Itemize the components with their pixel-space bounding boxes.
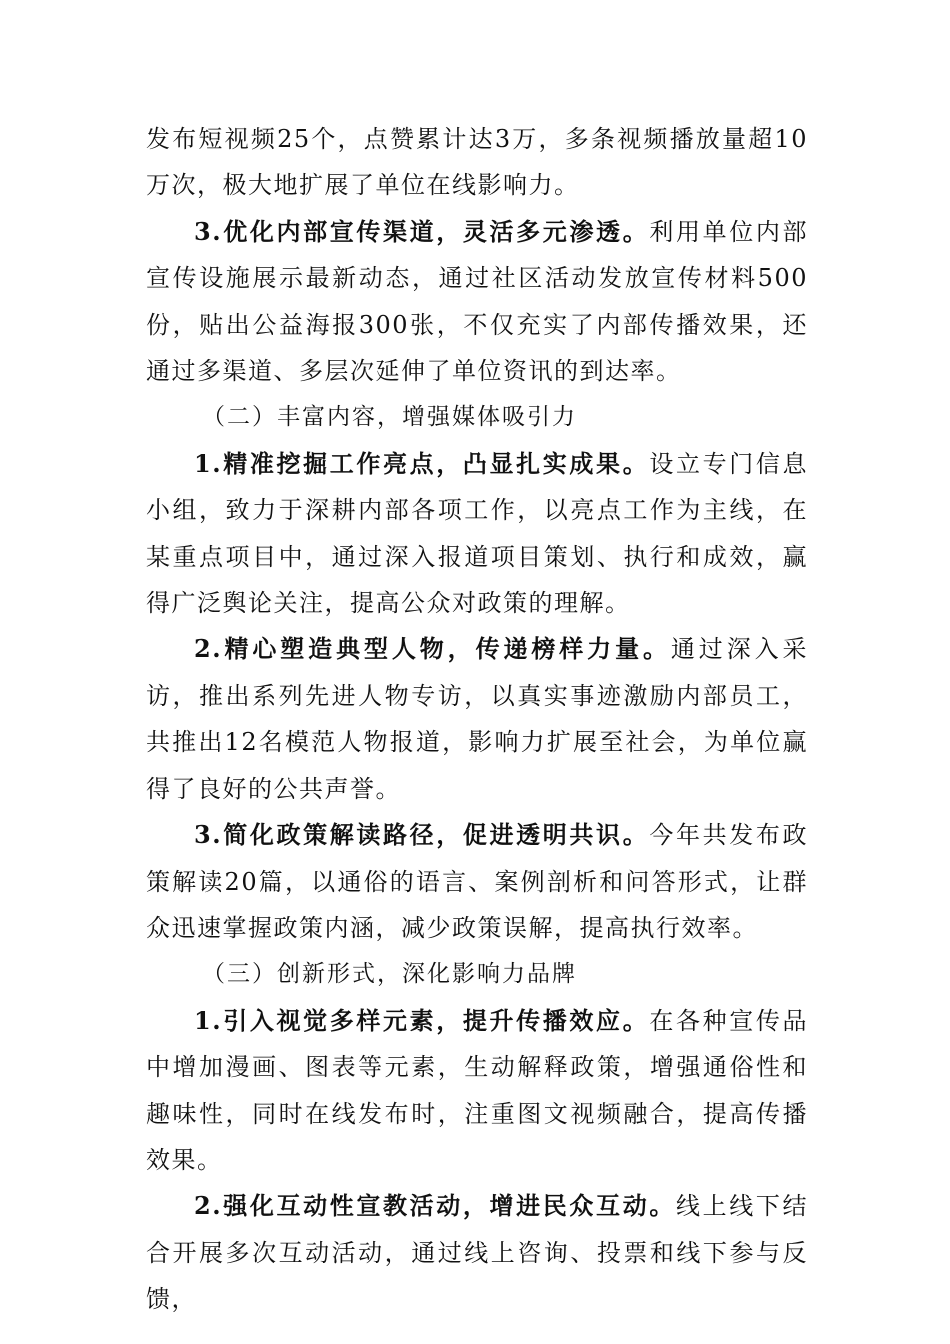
paragraph-continuation bbox=[146, 116, 808, 209]
paragraph-lead: 3.优化内部宣传渠道，灵活多元渗透。 bbox=[194, 216, 650, 246]
document-body bbox=[146, 116, 808, 1323]
paragraph-text: 设立专门信息小组，致力于深耕内部各项工作，以亮点工作为主线，在某重点项目中，通过深入报道项目策划、执行和成效，赢得广泛舆论关注，提高公众对政策的理解。 bbox=[146, 449, 808, 618]
paragraph-visual-elements bbox=[146, 998, 808, 1184]
paragraph-lead: 1.引入视觉多样元素，提升传播效应。 bbox=[194, 1005, 650, 1035]
paragraph-text: 利用单位内部宣传设施展示最新动态，通过社区活动发放宣传材料500份，贴出公益海报300张，不仅充实了内部传播效果，还通过多渠道、多层次延伸了单位资讯的到达率。 bbox=[146, 217, 808, 386]
paragraph-interaction bbox=[146, 1183, 808, 1322]
paragraph-role-models bbox=[146, 626, 808, 812]
paragraph-lead: 2.强化互动性宣教活动，增进民众互动。 bbox=[194, 1191, 676, 1221]
paragraph-lead: 1.精准挖掘工作亮点，凸显扎实成果。 bbox=[194, 448, 650, 478]
section-heading-3: （三）创新形式，深化影响力品牌 bbox=[202, 961, 577, 988]
paragraph-text: 在各种宣传品中增加漫画、图表等元素，生动解释政策，增强通俗性和趣味性，同时在线发布时，注重图文视频融合，提高传播效果。 bbox=[146, 1006, 808, 1174]
paragraph-internal-channels bbox=[146, 209, 808, 395]
paragraph-text: 通过深入采访，推出系列先进人物专访，以真实事迹激励内部员工，共推出12名模范人物报道，影响力扩展至社会，为单位赢得了良好的公共声誉。 bbox=[146, 635, 808, 803]
paragraph-lead: 3.简化政策解读路径，促进透明共识。 bbox=[194, 820, 650, 850]
section-heading-2: （二）丰富内容，增强媒体吸引力 bbox=[202, 404, 577, 431]
paragraph-text: 发布短视频25个，点赞累计达3万，多条视频播放量超10万次，极大地扩展了单位在线影响力。 bbox=[146, 125, 808, 200]
paragraph-text: 今年共发布政策解读20篇，以通俗的语言、案例剖析和问答形式，让群众迅速掌握政策内涵，减少政策误解，提高执行效率。 bbox=[146, 821, 808, 942]
paragraph-policy-interpretation bbox=[146, 812, 808, 951]
paragraph-lead: 2.精心塑造典型人物，传递榜样力量。 bbox=[194, 634, 671, 664]
paragraph-text: 线上线下结合开展多次互动活动，通过线上咨询、投票和线下参与反馈， bbox=[146, 1192, 809, 1314]
paragraph-highlights bbox=[146, 441, 808, 627]
